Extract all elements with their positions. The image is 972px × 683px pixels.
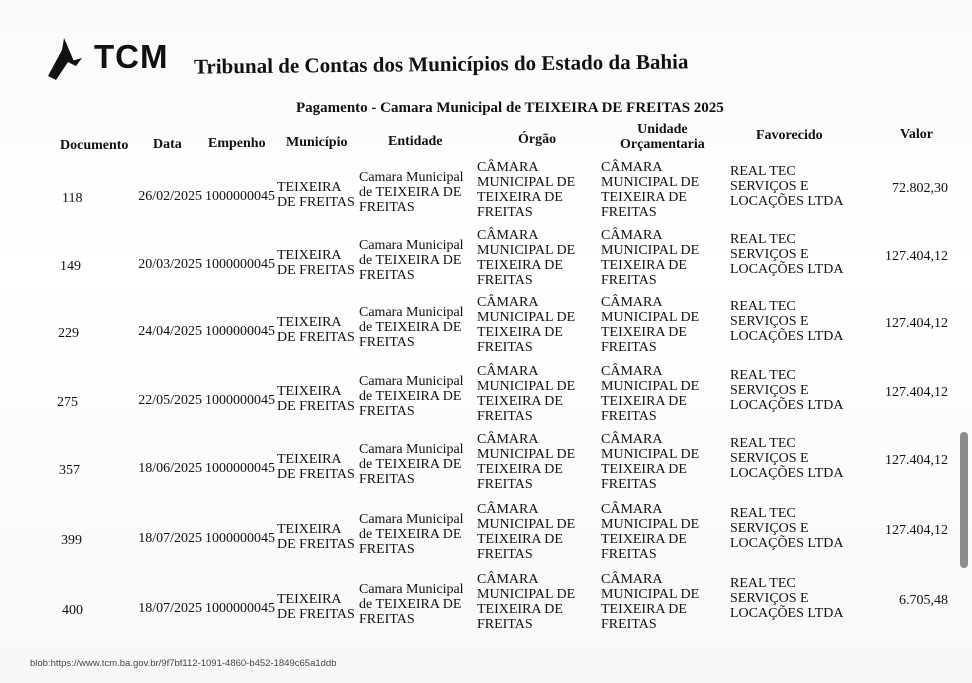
cell-empenho: 1000000045 — [205, 461, 275, 476]
table-row — [0, 160, 972, 226]
cell-favorecido — [730, 232, 860, 277]
cell-favorecido-line: SERVIÇOS E — [730, 451, 809, 466]
cell-valor: 127.404,12 — [885, 523, 948, 538]
cell-valor: 127.404,12 — [885, 316, 948, 331]
cell-unidade-line: FREITAS — [601, 340, 657, 355]
cell-entidade-line: FREITAS — [359, 612, 415, 627]
cell-entidade — [359, 238, 469, 283]
cell-empenho: 1000000045 — [205, 601, 275, 616]
cell-orgao-line: TEIXEIRA DE — [477, 394, 563, 409]
cell-municipio-line: TEIXEIRA — [277, 248, 342, 263]
cell-unidade — [601, 228, 711, 288]
cell-entidade-line: Camara Municipal — [359, 305, 464, 320]
cell-entidade-line: FREITAS — [359, 200, 415, 215]
footer-url: blob:https://www.tcm.ba.gov.br/9f7bf112-1091-4860-b452-1849c65a1ddb — [30, 658, 337, 669]
cell-favorecido-line: LOCAÇÕES LTDA — [730, 466, 844, 481]
cell-municipio-line: DE FREITAS — [277, 399, 355, 414]
cell-orgao-line: CÂMARA — [477, 295, 539, 310]
cell-documento: 400 — [62, 603, 83, 618]
table-row — [0, 228, 972, 294]
cell-entidade-line: FREITAS — [359, 335, 415, 350]
cell-municipio-line: TEIXEIRA — [277, 315, 342, 330]
col-header-documento: Documento — [60, 138, 129, 153]
vertical-scrollbar[interactable] — [960, 432, 968, 568]
cell-entidade — [359, 374, 469, 419]
cell-entidade-line: FREITAS — [359, 268, 415, 283]
cell-unidade — [601, 364, 711, 424]
cell-orgao-line: MUNICIPAL DE — [477, 447, 576, 462]
cell-entidade — [359, 170, 469, 215]
cell-unidade-line: CÂMARA — [601, 502, 663, 517]
cell-valor: 6.705,48 — [899, 593, 948, 608]
cell-unidade — [601, 572, 711, 632]
col-header-data: Data — [153, 137, 182, 152]
col-header-empenho: Empenho — [208, 136, 266, 151]
table-row — [0, 295, 972, 361]
cell-unidade-line: MUNICIPAL DE — [601, 379, 700, 394]
cell-orgao-line: FREITAS — [477, 273, 533, 288]
cell-documento: 357 — [59, 463, 80, 478]
cell-orgao-line: MUNICIPAL DE — [477, 310, 576, 325]
table-row — [0, 502, 972, 568]
cell-documento: 399 — [61, 533, 82, 548]
cell-favorecido-line: SERVIÇOS E — [730, 247, 809, 262]
cell-entidade-line: de TEIXEIRA DE — [359, 457, 462, 472]
cell-unidade-line: FREITAS — [601, 547, 657, 562]
cell-entidade-line: de TEIXEIRA DE — [359, 389, 462, 404]
cell-orgao-line: FREITAS — [477, 547, 533, 562]
cell-unidade-line: CÂMARA — [601, 364, 663, 379]
cell-orgao-line: TEIXEIRA DE — [477, 325, 563, 340]
cell-orgao-line: FREITAS — [477, 340, 533, 355]
cell-favorecido-line: LOCAÇÕES LTDA — [730, 329, 844, 344]
cell-data: 18/07/2025 — [138, 601, 202, 616]
cell-municipio-line: DE FREITAS — [277, 330, 355, 345]
col-header-orgao: Órgão — [518, 132, 557, 147]
cell-unidade-line: FREITAS — [601, 409, 657, 424]
cell-favorecido-line: SERVIÇOS E — [730, 383, 809, 398]
cell-documento: 118 — [62, 191, 83, 206]
cell-orgao — [477, 432, 587, 492]
cell-favorecido — [730, 164, 860, 209]
cell-unidade-line: MUNICIPAL DE — [601, 587, 700, 602]
cell-unidade-line: TEIXEIRA DE — [601, 190, 687, 205]
cell-favorecido — [730, 506, 860, 551]
cell-unidade-line: MUNICIPAL DE — [601, 447, 700, 462]
cell-entidade — [359, 305, 469, 350]
cell-entidade-line: Camara Municipal — [359, 512, 464, 527]
cell-unidade — [601, 502, 711, 562]
cell-documento: 149 — [60, 259, 81, 274]
cell-valor: 127.404,12 — [885, 385, 948, 400]
cell-orgao-line: CÂMARA — [477, 572, 539, 587]
table-row — [0, 432, 972, 498]
cell-entidade-line: FREITAS — [359, 404, 415, 419]
cell-unidade-line: TEIXEIRA DE — [601, 394, 687, 409]
cell-orgao-line: TEIXEIRA DE — [477, 532, 563, 547]
cell-orgao — [477, 364, 587, 424]
cell-orgao — [477, 160, 587, 220]
col-header-favorecido: Favorecido — [756, 128, 823, 143]
cell-unidade-line: FREITAS — [601, 477, 657, 492]
cell-municipio-line: TEIXEIRA — [277, 452, 342, 467]
cell-entidade-line: de TEIXEIRA DE — [359, 253, 462, 268]
cell-favorecido-line: SERVIÇOS E — [730, 179, 809, 194]
cell-unidade-line: CÂMARA — [601, 432, 663, 447]
cell-favorecido — [730, 299, 860, 344]
cell-unidade-line: TEIXEIRA DE — [601, 602, 687, 617]
cell-orgao-line: MUNICIPAL DE — [477, 587, 576, 602]
cell-documento: 275 — [57, 395, 78, 410]
cell-municipio-line: TEIXEIRA — [277, 180, 342, 195]
cell-data: 18/07/2025 — [138, 531, 202, 546]
cell-entidade-line: de TEIXEIRA DE — [359, 185, 462, 200]
cell-unidade-line: MUNICIPAL DE — [601, 310, 700, 325]
cell-data: 22/05/2025 — [138, 393, 202, 408]
cell-favorecido-line: REAL TEC — [730, 164, 796, 179]
cell-empenho: 1000000045 — [205, 257, 275, 272]
cell-entidade — [359, 442, 469, 487]
col-header-entidade: Entidade — [388, 134, 443, 149]
tcm-logo — [48, 36, 178, 82]
cell-orgao — [477, 228, 587, 288]
cell-entidade-line: de TEIXEIRA DE — [359, 527, 462, 542]
cell-favorecido-line: SERVIÇOS E — [730, 591, 809, 606]
cell-favorecido-line: LOCAÇÕES LTDA — [730, 194, 844, 209]
cell-favorecido-line: REAL TEC — [730, 232, 796, 247]
cell-entidade — [359, 512, 469, 557]
cell-orgao-line: MUNICIPAL DE — [477, 379, 576, 394]
cell-municipio — [277, 180, 357, 210]
cell-municipio — [277, 248, 357, 278]
cell-orgao-line: FREITAS — [477, 477, 533, 492]
cell-unidade-line: FREITAS — [601, 617, 657, 632]
cell-unidade-line: CÂMARA — [601, 160, 663, 175]
cell-unidade-line: CÂMARA — [601, 228, 663, 243]
cell-unidade-line: MUNICIPAL DE — [601, 175, 700, 190]
cell-unidade — [601, 295, 711, 355]
cell-entidade-line: Camara Municipal — [359, 238, 464, 253]
cell-favorecido-line: REAL TEC — [730, 436, 796, 451]
cell-favorecido-line: REAL TEC — [730, 368, 796, 383]
cell-municipio-line: DE FREITAS — [277, 607, 355, 622]
cell-municipio-line: TEIXEIRA — [277, 384, 342, 399]
cell-municipio-line: DE FREITAS — [277, 195, 355, 210]
cell-entidade-line: FREITAS — [359, 542, 415, 557]
cell-favorecido-line: REAL TEC — [730, 299, 796, 314]
cell-favorecido-line: REAL TEC — [730, 576, 796, 591]
cell-favorecido-line: LOCAÇÕES LTDA — [730, 536, 844, 551]
report-title: Pagamento - Camara Municipal de TEIXEIRA DE FREITAS 2025 — [296, 100, 724, 116]
cell-orgao — [477, 295, 587, 355]
cell-documento: 229 — [58, 326, 79, 341]
cell-entidade-line: de TEIXEIRA DE — [359, 320, 462, 335]
cell-municipio-line: DE FREITAS — [277, 263, 355, 278]
cell-orgao-line: TEIXEIRA DE — [477, 462, 563, 477]
cell-empenho: 1000000045 — [205, 393, 275, 408]
cell-favorecido — [730, 436, 860, 481]
cell-municipio — [277, 592, 357, 622]
cell-orgao-line: CÂMARA — [477, 432, 539, 447]
cell-municipio-line: DE FREITAS — [277, 537, 355, 552]
cell-orgao-line: CÂMARA — [477, 160, 539, 175]
col-header-unidade — [620, 122, 705, 152]
cell-valor: 127.404,12 — [885, 249, 948, 264]
cell-unidade — [601, 432, 711, 492]
cell-favorecido — [730, 368, 860, 413]
cell-unidade — [601, 160, 711, 220]
cell-favorecido-line: LOCAÇÕES LTDA — [730, 606, 844, 621]
cell-favorecido — [730, 576, 860, 621]
cell-orgao — [477, 502, 587, 562]
cell-valor: 127.404,12 — [885, 453, 948, 468]
cell-unidade-line: TEIXEIRA DE — [601, 532, 687, 547]
cell-favorecido-line: SERVIÇOS E — [730, 521, 809, 536]
cell-empenho: 1000000045 — [205, 189, 275, 204]
tcm-logo-icon — [48, 36, 88, 82]
col-header-valor: Valor — [900, 127, 933, 142]
cell-favorecido-line: REAL TEC — [730, 506, 796, 521]
cell-entidade-line: Camara Municipal — [359, 442, 464, 457]
col-header-unidade-line1: Unidade — [637, 122, 688, 137]
cell-favorecido-line: LOCAÇÕES LTDA — [730, 398, 844, 413]
cell-data: 24/04/2025 — [138, 324, 202, 339]
cell-favorecido-line: LOCAÇÕES LTDA — [730, 262, 844, 277]
col-header-municipio: Município — [286, 135, 348, 150]
cell-orgao-line: TEIXEIRA DE — [477, 258, 563, 273]
cell-municipio — [277, 315, 357, 345]
logo-text: TCM — [94, 38, 169, 75]
cell-entidade-line: Camara Municipal — [359, 374, 464, 389]
cell-unidade-line: MUNICIPAL DE — [601, 243, 700, 258]
cell-entidade-line: de TEIXEIRA DE — [359, 597, 462, 612]
table-row — [0, 572, 972, 638]
cell-orgao-line: FREITAS — [477, 205, 533, 220]
cell-entidade-line: Camara Municipal — [359, 582, 464, 597]
cell-data: 20/03/2025 — [138, 257, 202, 272]
cell-entidade — [359, 582, 469, 627]
cell-favorecido-line: SERVIÇOS E — [730, 314, 809, 329]
cell-unidade-line: CÂMARA — [601, 572, 663, 587]
cell-municipio-line: TEIXEIRA — [277, 592, 342, 607]
cell-municipio — [277, 384, 357, 414]
cell-orgao-line: MUNICIPAL DE — [477, 175, 576, 190]
cell-unidade-line: TEIXEIRA DE — [601, 325, 687, 340]
cell-orgao-line: CÂMARA — [477, 502, 539, 517]
cell-municipio — [277, 452, 357, 482]
cell-empenho: 1000000045 — [205, 531, 275, 546]
cell-orgao-line: FREITAS — [477, 617, 533, 632]
cell-valor: 72.802,30 — [892, 181, 948, 196]
organization-title: Tribunal de Contas dos Municípios do Estado da Bahia — [193, 49, 689, 79]
cell-orgao-line: MUNICIPAL DE — [477, 517, 576, 532]
cell-municipio-line: TEIXEIRA — [277, 522, 342, 537]
cell-municipio — [277, 522, 357, 552]
cell-data: 18/06/2025 — [138, 461, 202, 476]
cell-orgao-line: TEIXEIRA DE — [477, 190, 563, 205]
cell-orgao — [477, 572, 587, 632]
cell-orgao-line: MUNICIPAL DE — [477, 243, 576, 258]
cell-municipio-line: DE FREITAS — [277, 467, 355, 482]
cell-orgao-line: CÂMARA — [477, 228, 539, 243]
cell-empenho: 1000000045 — [205, 324, 275, 339]
cell-unidade-line: FREITAS — [601, 273, 657, 288]
cell-data: 26/02/2025 — [138, 189, 202, 204]
cell-entidade-line: FREITAS — [359, 472, 415, 487]
col-header-unidade-line2: Orçamentaria — [620, 137, 705, 152]
cell-unidade-line: FREITAS — [601, 205, 657, 220]
cell-unidade-line: CÂMARA — [601, 295, 663, 310]
cell-unidade-line: MUNICIPAL DE — [601, 517, 700, 532]
cell-orgao-line: FREITAS — [477, 409, 533, 424]
cell-orgao-line: TEIXEIRA DE — [477, 602, 563, 617]
table-row — [0, 364, 972, 430]
cell-entidade-line: Camara Municipal — [359, 170, 464, 185]
cell-unidade-line: TEIXEIRA DE — [601, 462, 687, 477]
cell-orgao-line: CÂMARA — [477, 364, 539, 379]
cell-unidade-line: TEIXEIRA DE — [601, 258, 687, 273]
